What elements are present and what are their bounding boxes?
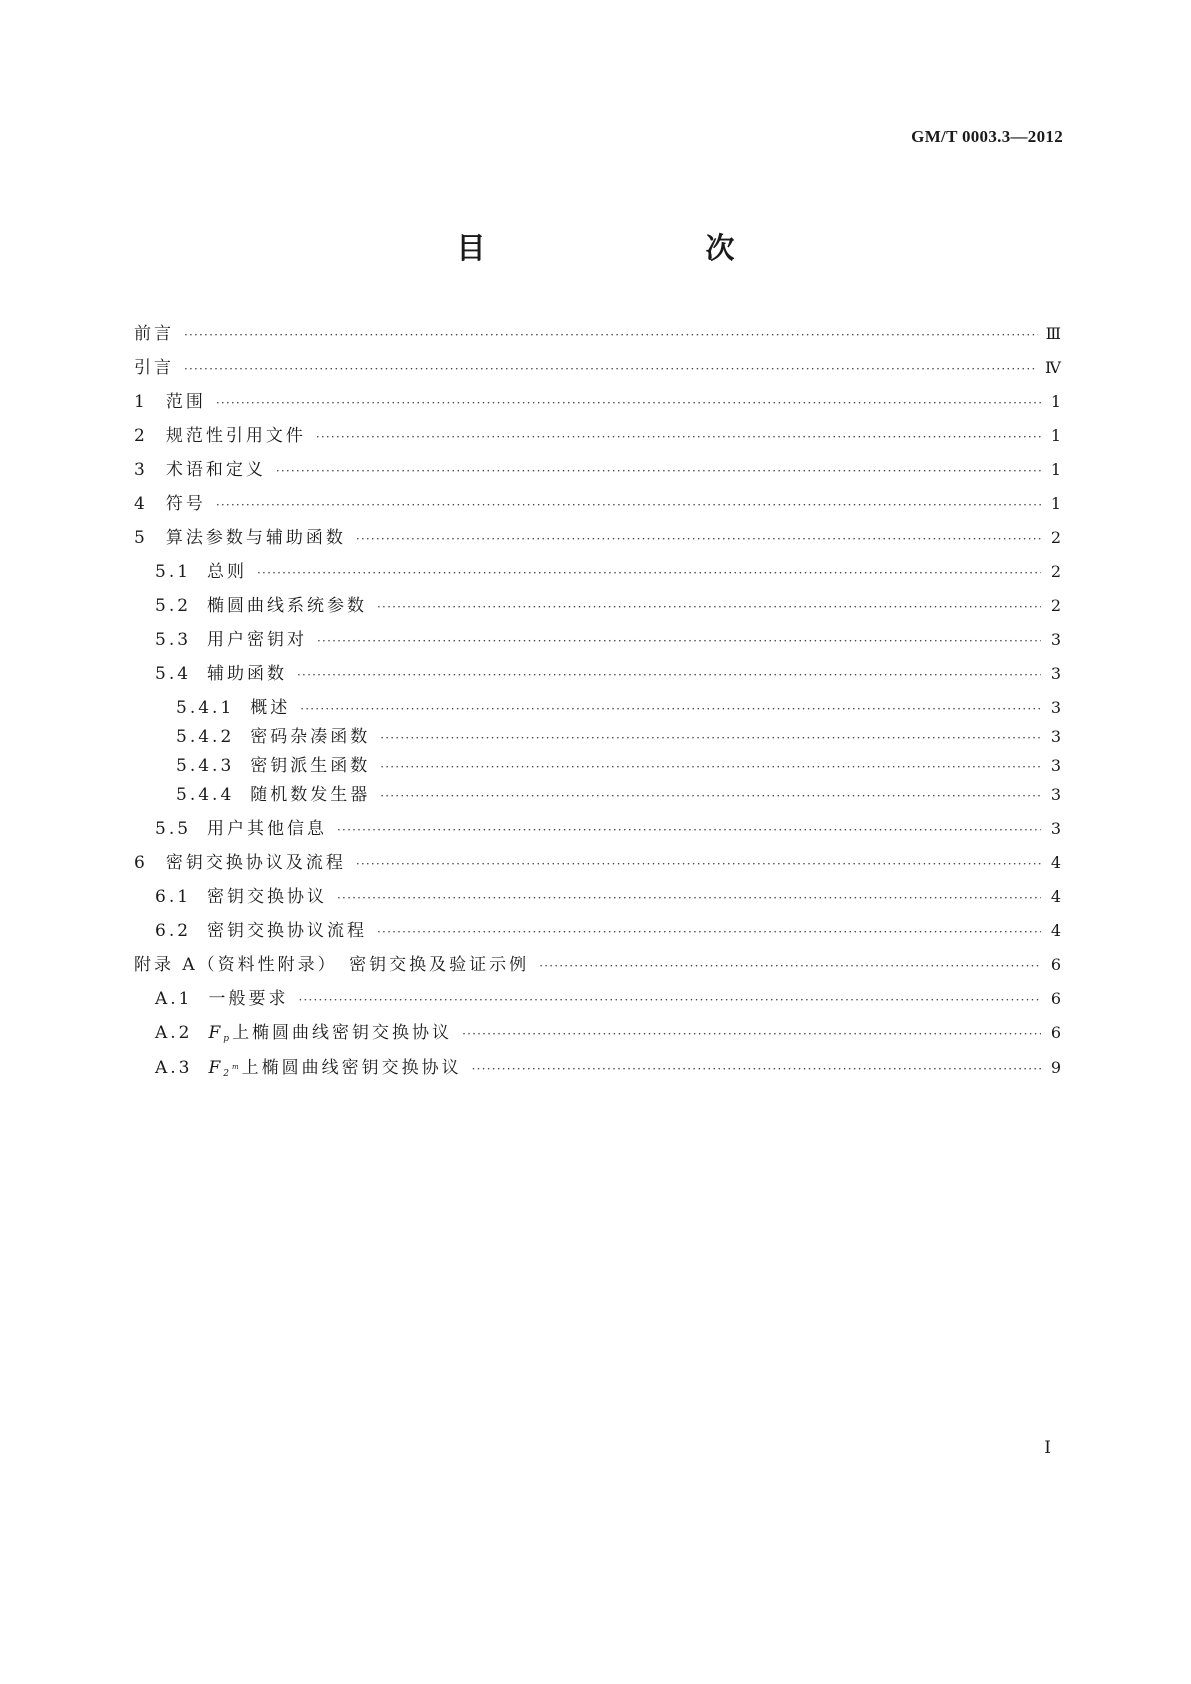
toc-entry-page: 2 (1050, 528, 1061, 547)
dot-leader (380, 759, 1041, 776)
toc-entry-page: 3 (1050, 727, 1061, 746)
dot-leader (337, 822, 1041, 839)
dot-leader (380, 730, 1041, 747)
toc-entry-page: 1 (1050, 426, 1061, 445)
toc-entry-page: 3 (1050, 819, 1061, 838)
toc-entry-title (207, 923, 367, 940)
toc-entry-title (166, 496, 206, 513)
dot-leader (377, 924, 1041, 941)
toc-entry-title-text: 密钥交换协议 (207, 887, 328, 907)
toc-entry-title (209, 1059, 462, 1083)
toc-entry-page: 3 (1050, 664, 1061, 683)
dot-leader (316, 429, 1041, 446)
toc-entry-title (250, 758, 370, 775)
page-title: 目 次 (456, 231, 789, 265)
dot-leader (462, 1026, 1041, 1043)
toc-entry-number: A.1 (155, 989, 193, 1009)
toc-entry-title (166, 394, 206, 411)
dot-leader (297, 667, 1041, 684)
toc-entry-title (134, 360, 174, 377)
dot-leader (377, 599, 1041, 616)
toc-entry-number: 5.4 (155, 664, 192, 684)
toc-entry-title-text: 随机数发生器 (250, 785, 371, 805)
toc-entry-title-text: 引言 (134, 358, 174, 378)
toc-entry-number: 2 (134, 426, 148, 446)
dot-leader (337, 890, 1041, 907)
dot-leader (257, 565, 1041, 582)
standard-code: GM/T 0003.3—2012 (911, 127, 1063, 146)
dot-leader (184, 327, 1038, 344)
toc-entry-page: 3 (1050, 756, 1061, 775)
toc-entry-page: 6 (1050, 955, 1061, 974)
toc-entry-number: 6.1 (155, 887, 192, 907)
toc-entry-title-text: 总则 (207, 562, 248, 582)
dot-leader (356, 856, 1041, 873)
toc-entry-number: 3 (134, 460, 148, 480)
toc-entry-title (134, 326, 174, 343)
toc-entry-title-text: 用户密钥对 (207, 630, 308, 650)
toc-entry[interactable] (134, 325, 1061, 344)
toc-entry-title-text: 辅助函数 (207, 664, 288, 684)
toc-entry[interactable] (134, 1059, 1061, 1083)
dot-leader (539, 958, 1041, 975)
field-symbol-subscript: 2 (223, 1069, 233, 1079)
toc-entry-title-text: 密钥派生函数 (250, 756, 371, 776)
toc-entry-number: A.3 (155, 1058, 193, 1078)
toc-entry-title-text: 规范性引用文件 (165, 426, 306, 446)
toc-entry-number: 5.3 (155, 630, 192, 650)
toc-entry-title (209, 1025, 453, 1048)
toc-entry-title (250, 700, 290, 717)
dot-leader (472, 1061, 1041, 1078)
toc-entry-title (207, 564, 247, 581)
toc-entry-title (209, 991, 289, 1008)
toc-entry-title-text: 一般要求 (208, 989, 289, 1009)
toc-entry-title (207, 889, 327, 906)
toc-entry-number: 6.2 (155, 921, 192, 941)
field-symbol (209, 1023, 233, 1043)
toc-entry[interactable] (134, 529, 1061, 548)
toc-entry-number: 5 (134, 528, 148, 548)
toc-entry-page: 2 (1050, 562, 1061, 581)
toc-entry[interactable] (134, 393, 1061, 412)
field-symbol-letter: F (208, 1023, 224, 1043)
toc-entry-title-text: 密钥交换协议及流程 (165, 853, 346, 873)
toc-entry-title (166, 462, 266, 479)
toc-entry[interactable] (134, 888, 1061, 907)
toc-entry-title (207, 821, 327, 838)
toc-entry-page: Ⅳ (1045, 358, 1061, 377)
toc-entry[interactable] (134, 990, 1061, 1009)
toc-entry-title (250, 729, 370, 746)
toc-entry-number: 5.4.4 (176, 785, 235, 805)
toc-entry-title-text: 上椭圆曲线密钥交换协议 (232, 1023, 453, 1043)
toc-entry-title (166, 855, 346, 872)
dot-leader (184, 361, 1037, 378)
toc-entry-title-text: 范围 (165, 392, 206, 412)
dot-leader (317, 633, 1041, 650)
toc-entry-title-text: 椭圆曲线系统参数 (207, 596, 368, 616)
toc-entry-title (207, 666, 287, 683)
toc-entry-title-text: 算法参数与辅助函数 (165, 528, 346, 548)
toc-entry-title (250, 787, 370, 804)
toc-entry[interactable] (134, 597, 1061, 616)
toc-entry-title (166, 428, 306, 445)
dot-leader (299, 992, 1042, 1009)
toc-entry-page: 3 (1050, 785, 1061, 804)
field-symbol-letter: F (208, 1058, 224, 1078)
toc-entry[interactable] (134, 786, 1061, 805)
toc-entry-title (207, 598, 367, 615)
toc-entry-page: Ⅲ (1045, 324, 1061, 343)
dot-leader (216, 395, 1041, 412)
toc-entry-number: 5.2 (155, 596, 192, 616)
toc-entry[interactable] (134, 820, 1061, 839)
toc-entry-title-text: 用户其他信息 (207, 819, 328, 839)
toc-entry-page: 3 (1050, 630, 1061, 649)
toc-entry[interactable] (134, 1024, 1061, 1048)
toc-entry-page: 1 (1050, 460, 1061, 479)
toc-entry-number: 5.5 (155, 819, 192, 839)
dot-leader (300, 701, 1041, 718)
toc-entry[interactable] (134, 699, 1061, 718)
toc-entry-title (207, 632, 307, 649)
toc-entry-number: 5.4.2 (176, 727, 235, 747)
toc-entry-title (134, 957, 529, 974)
toc-entry-page: 6 (1050, 1023, 1061, 1042)
toc-entry-page: 4 (1050, 853, 1061, 872)
toc-entry[interactable] (134, 631, 1061, 650)
field-symbol-subscript: p (223, 1034, 233, 1044)
toc-entry-page: 1 (1050, 494, 1061, 513)
toc-entry-title-text: 术语和定义 (165, 460, 266, 480)
toc-entry-page: 4 (1050, 887, 1061, 906)
toc-entry[interactable] (134, 427, 1061, 446)
toc-entry-page: 2 (1050, 596, 1061, 615)
toc-entry[interactable] (134, 757, 1061, 776)
toc-entry-number: 5.4.3 (176, 756, 235, 776)
toc-entry-page: 9 (1050, 1058, 1061, 1077)
toc-entry-title-text: 概述 (250, 698, 291, 718)
dot-leader (216, 497, 1041, 514)
toc-entry[interactable] (134, 665, 1061, 684)
toc-entry-title-text: 密码杂凑函数 (250, 727, 371, 747)
toc-entry-number: 6 (134, 853, 148, 873)
toc-entry[interactable] (134, 922, 1061, 941)
toc-entry-page: 1 (1050, 392, 1061, 411)
toc-entry-title-text: 符号 (165, 494, 206, 514)
toc-entry[interactable] (134, 956, 1061, 975)
toc-entry-number: A.2 (155, 1023, 193, 1043)
field-symbol-superscript: m (232, 1063, 242, 1071)
toc-entry[interactable] (134, 563, 1061, 582)
toc-entry-title (166, 530, 346, 547)
toc-entry-number: 5.4.1 (176, 698, 235, 718)
toc-entry[interactable] (134, 495, 1061, 514)
toc-entry[interactable] (134, 359, 1061, 378)
toc-entry-page: 3 (1050, 698, 1061, 717)
toc-entry[interactable] (134, 854, 1061, 873)
toc-entry-number: 1 (134, 392, 148, 412)
toc-entry-title-text: 上椭圆曲线密钥交换协议 (241, 1058, 462, 1078)
toc-entry[interactable] (134, 728, 1061, 747)
dot-leader (276, 463, 1041, 480)
toc-entry-page: 4 (1050, 921, 1061, 940)
toc-entry-title-text: 附录 A（资料性附录） 密钥交换及验证示例 (134, 955, 530, 975)
dot-leader (380, 788, 1041, 805)
toc-entry-title-text: 前言 (134, 324, 174, 344)
field-symbol (209, 1058, 242, 1078)
toc-entry-page: 6 (1050, 989, 1061, 1008)
page-number: I (1044, 1438, 1051, 1458)
toc-entry-number: 4 (134, 494, 148, 514)
dot-leader (356, 531, 1041, 548)
toc-entry-title-text: 密钥交换协议流程 (207, 921, 368, 941)
toc-entry[interactable] (134, 461, 1061, 480)
toc-entry-number: 5.1 (155, 562, 192, 582)
